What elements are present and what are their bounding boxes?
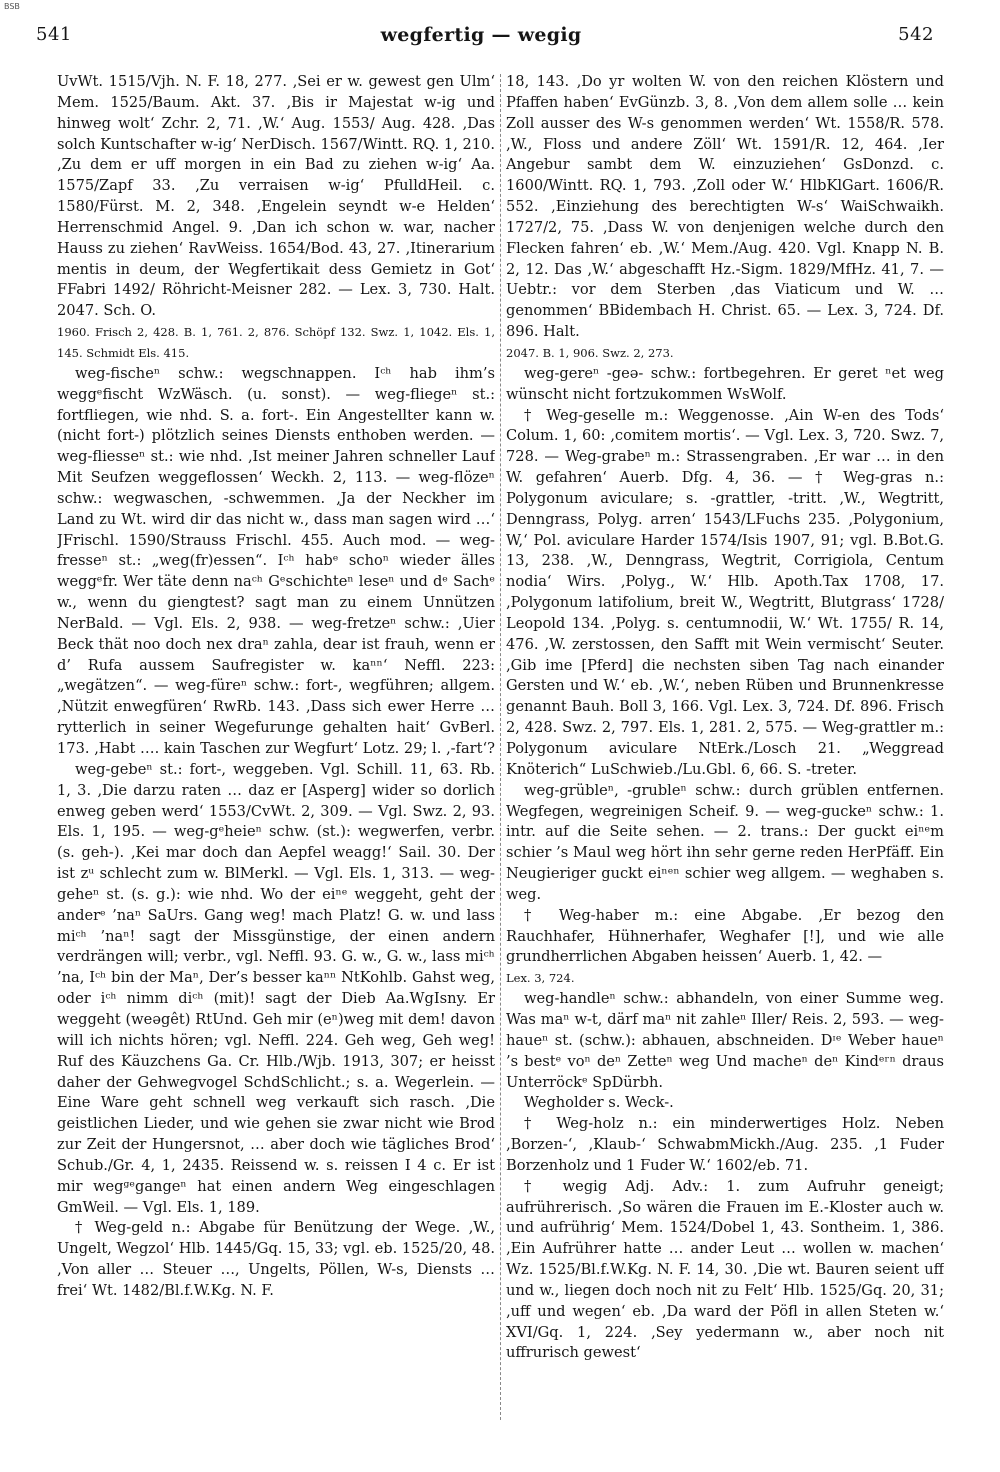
dictionary-entry: † Weg-haber m.: eine Abgabe. ‚Er bezog den Rauchhafer, Hühnerhafer, Weghafer [!], und wie alle grundherrlichen Abgaben heissen‘ Auerb. 1, 42. — (506, 906, 944, 966)
dictionary-entry: 2047. B. 1, 906. Swz. 2, 273. (506, 345, 674, 360)
page-number-right: 542 (898, 24, 934, 45)
dictionary-entry: weg-fischeⁿ schw.: wegschnappen. Iᶜʰ hab ihm’s weggᵉfischt WzWäsch. (u. sonst). — weg-fliegeⁿ st.: fortfliegen, wie nhd. S. a. fort-. Ein Angestellter kann w. (nicht fort-) plötzlich seines Diensts enthoben werden. — weg-fliesseⁿ st.: wie nhd. ‚Ist meiner Jahren schneller Lauf Mit Seufzen weggeflossen‘ Weckh. 2, 113. — weg-flözeⁿ schw.: wegwaschen, -schwemmen. ‚Ja der Neckher im Land zu Wt. wird dir das nicht w., dass man sagen wird …‘ JFrischl. 1590/Strauss Frischl. 455. Auch mod. — weg-fresseⁿ st.: „weg(fr)essen“. Iᶜʰ habᵉ schoⁿ wieder älles weggᵉfr. Wer täte denn naᶜʰ Gᵉschichteⁿ leseⁿ und dᵉ Sachᵉ w., wenn du giengtest? sagt man zu einem Unnützen NerBald. — Vgl. Els. 2, 938. — weg-fretzeⁿ schw.: ‚Uier Beck thät noo doch nex draⁿ zahla, dear ist frauh, wenn er d’ Rufa aussem Saufregister w. kaⁿⁿ‘ Neffl. 223: „wegätzen“. — weg-füreⁿ schw.: fort-, wegführen; allgem. ‚Nützit enwegfüren‘ RwRb. 143. ‚Dass sich ewer Herre … rytterlich in seiner Wegefurunge gehalten hait‘ GvBerl. 173. ‚Habt …. kain Taschen zur Wegfurt‘ Lotz. 29; l. ‚-fart‘? (57, 364, 495, 757)
dictionary-entry: weg-grübleⁿ, -grubleⁿ schw.: durch grüblen entfernen. Wegfegen, wegreinigen Scheif. 9. — weg-guckeⁿ schw.: 1. intr. auf die Seite sehen. — 2. trans.: Der guckt eiⁿᵉm schier ’s Maul weg hört ihn sehr gerne reden HerPfäff. Ein Neugieriger guckt eiⁿᵉⁿ schier weg allgem. — weghaben s. weg. (506, 781, 944, 903)
right-column (506, 72, 944, 1452)
dictionary-entry: 1960. Frisch 2, 428. B. 1, 761. 2, 876. Schöpf 132. Swz. 1, 1042. Els. 1, 145. Schmidt Els. 415. (57, 325, 495, 360)
dictionary-entry: weg-gereⁿ -geə- schw.: fortbegehren. Er geret ⁿet weg wünscht nicht fortzukommen WsWolf. (506, 364, 944, 403)
page-number-left: 541 (36, 24, 72, 45)
dictionary-entry: weg-gebeⁿ st.: fort-, weggeben. Vgl. Schill. 11, 63. Rb. 1, 3. ‚Die darzu raten … daz er [Asperg] wider so dorlich enweg geben werd‘ 1553/CvWt. 2, 309. — Vgl. Swz. 2, 93. Els. 1, 195. — weg-gᵉheieⁿ schw. (st.): wegwerfen, verbr. (s. geh-). ‚Kei mar doch dan Aepfel weagg!‘ Sail. 30. Der ist zᵘ schlecht zum w. BlMerkl. — Vgl. Els. 1, 313. — weg-geheⁿ st. (s. g.): wie nhd. Wo der eiⁿᵉ weggeht, geht der anderᵉ ’naⁿ SaUrs. Gang weg! mach Platz! G. w. und lass miᶜʰ ’naⁿ! sagt der Missgünstige, der einen andern verdrängen will; verbr., vgl. Neffl. 93. G. w., G. w., lass miᶜʰ ’na, Iᶜʰ bin der Maⁿ, Der’s besser kaⁿⁿ NtKohlb. Gahst weg, oder iᶜʰ nimm diᶜʰ (mit)! sagt der Dieb Aa.WgIsny. Er weggeht (weəgêt) RtUnd. Geh mir (eⁿ)weg mit dem! davon will ich nichts hören; vgl. Neffl. 224. Geh weg, Geh weg! Ruf des Käuzchens Ga. Cr. Hlb./Wjb. 1913, 307; er heisst daher der Gehwegvogel SchdSchlicht.; s. a. Wegerlein. — Eine Ware geht schnell weg verkauft sich rasch. ‚Die geistlichen Lieder, und wie gehen sie zwar nicht wie Brod zur Zeit der Hungersnot, … aber doch wie tägliches Brod‘ Schub./Gr. 4, 1, 2435. Reissend w. s. reissen I 4 c. Er ist mir wegᵍᵉgangeⁿ hat einen andern Weg eingeschlagen GmWeil. — Vgl. Els. 1, 189. (57, 760, 495, 1216)
dictionary-entry: Wegholder s. Weck-. (524, 1094, 674, 1112)
dictionary-entry: UvWt. 1515/Vjh. N. F. 18, 277. ‚Sei er w. gewest gen Ulm‘ Mem. 1525/Baum. Akt. 37. ‚Bis ir Majestat w-ig und hinweg wolt‘ Zchr. 2, 71. ‚W.‘ Aug. 1553/ Aug. 428. ‚Das solch Kuntschafter w-ig‘ NerDisch. 1567/Wintt. RQ. 1, 210. ‚Zu dem er uff morgen in ein Bad zu ziehen w-ig‘ Aa. 1575/Zapf 33. ‚Zu verraisen w-ig‘ PfulldHeil. c. 1580/Fürst. M. 2, 348. ‚Engelein seyndt w-e Helden‘ Herrenschmid Angel. 9. ‚Dan ich schon w. war, nacher Hauss zu ziehen‘ RavWeiss. 1654/Bod. 43, 27. ‚Itinerarium mentis in deum, der Wegfertikait dess Gemietz in Got‘ FFabri 1492/ Röhricht-Meisner 282. — Lex. 3, 730. Halt. 2047. Sch. O. (57, 73, 495, 320)
dictionary-entry: † Weg-geselle m.: Weggenosse. ‚Ain W-en des Tods‘ Colum. 1, 60: ‚comitem mortis‘. — Vgl. Lex. 3, 720. Swz. 7, 728. — Weg-grabeⁿ m.: Strassengraben. ‚Er war … in den W. gefahren‘ Auerb. Dfg. 4, 36. — † Weg-gras n.: Polygonum aviculare; s. -grattler, -tritt. ‚W., Wegtritt, Denngrass, Polyg. arren‘ 1543/LFuchs 235. ‚Polygonium, W,‘ Pol. aviculare Harder 1574/Isis 1907, 91; vgl. B.Bot.G. 13, 238. ‚W., Denngrass, Wegtrit, Corrigiola, Centum nodia‘ Wirs. ‚Polyg., W.‘ Hlb. Apoth.Tax 1708, 17. ‚Polygonum latifolium, breit W., Wegtritt, Blutgrass‘ 1728/ Leopold 134. ‚Polyg. s. centumnodii, W.‘ Wt. 1755/ R. 14, 476. ‚W. zerstossen, den Safft mit Wein vermischt‘ Seuter. ‚Gib ime [Pferd] die nechsten siben Tag nach einander Gersten und W.‘ eb. ‚W.‘, neben Rüben und Brunnenkresse genannt Bauh. Boll 3, 166. Vgl. Lex. 3, 724. Df. 896. Frisch 2, 428. Swz. 2, 797. Els. 1, 281. 2, 575. — Weg-grattler m.: Polygonum aviculare NtErk./Losch 21. „Weggread Knöterich“ LuSchwieb./Lu.Gbl. 6, 66. S. -treter. (506, 406, 944, 778)
page-header (28, 22, 934, 50)
dictionary-entry: † Weg-geld n.: Abgabe für Benützung der Wege. ‚W., Ungelt, Wegzol‘ Hlb. 1445/Gq. 15, 33; vgl. eb. 1525/20, 48. ‚Von aller … Steuer …, Ungelts, Pöllen, W-s, Diensts … frei‘ Wt. 1482/Bl.f.W.Kg. N. F. (57, 1219, 495, 1299)
dictionary-entry: 18, 143. ‚Do yr wolten W. von den reichen Klöstern und Pfaffen haben‘ EvGünzb. 3, 8. ‚Von dem allem solle … kein Zoll ausser des W-s genommen werden‘ Wt. 1558/R. 578. ‚W., Floss und andere Zöll‘ Wt. 1591/R. 12, 464. ‚Ier Angebur sambt dem W. einzuziehen‘ GsDonzd. c. 1600/Wintt. RQ. 1, 793. ‚Zoll oder W.‘ HlbKlGart. 1606/R. 552. ‚Einziehung des berechtigten W-s‘ WaiSchwaikh. 1727/2, 75. ‚Dass W. von denjenigen welche durch den Flecken fahren‘ eb. ‚W.‘ Mem./Aug. 420. Vgl. Knapp N. B. 2, 12. Das ‚W.‘ abgeschafft Hz.-Sigm. 1829/MfHz. 41, 7. — Uebtr.: vor dem Sterben ‚das Viaticum und W. … genommen‘ BBidembach H. Christ. 65. — Lex. 3, 724. Df. 896. Halt. (506, 73, 944, 341)
library-stamp: BSB (4, 2, 20, 11)
running-title: wegfertig — wegig (380, 24, 582, 46)
dictionary-entry: Lex. 3, 724. (506, 971, 575, 986)
dictionary-entry: weg-handleⁿ schw.: abhandeln, von einer Summe weg. Was maⁿ w-t, därf maⁿ nit zahleⁿ Iller/ Reis. 2, 593. — weg-haueⁿ st. (schw.): abhauen, abschneiden. Dᶦᵉ Weber haueⁿ ’s bestᵉ voⁿ deⁿ Zetteⁿ weg Und macheⁿ deⁿ Kindᵉʳⁿ draus Unterröckᵉ SpDürbh. (506, 990, 944, 1091)
column-divider (500, 74, 501, 1420)
dictionary-entry: † Weg-holz n.: ein minderwertiges Holz. Neben ‚Borzen-‘, ‚Klaub-‘ SchwabmMickh./Aug. 235. ‚1 Fuder Borzenholz und 1 Fuder W.‘ 1602/eb. 71. (506, 1115, 944, 1174)
left-column (57, 72, 495, 1452)
dictionary-entry: † wegig Adj. Adv.: 1. zum Aufruhr geneigt; aufrührerisch. ‚So wären die Frauen im E.-Kloster auch w. und aufrührig‘ Mem. 1524/Dobel 1, 43. Sontheim. 1, 386. ‚Ein Aufrührer hatte … ander Leut … wollen w. machen‘ Wz. 1525/Bl.f.W.Kg. N. F. 14, 30. ‚Die wt. Bauren seient uff und w., liegen doch noch nit zu Felt‘ Hlb. 1525/Gq. 20, 31; ‚uff und wegen‘ eb. ‚Da ward der Pöfl in allen Steten w.‘ XVI/Gq. 1, 224. ‚Sey yedermann w., aber noch nit uffrurisch gewest‘ (506, 1177, 944, 1362)
